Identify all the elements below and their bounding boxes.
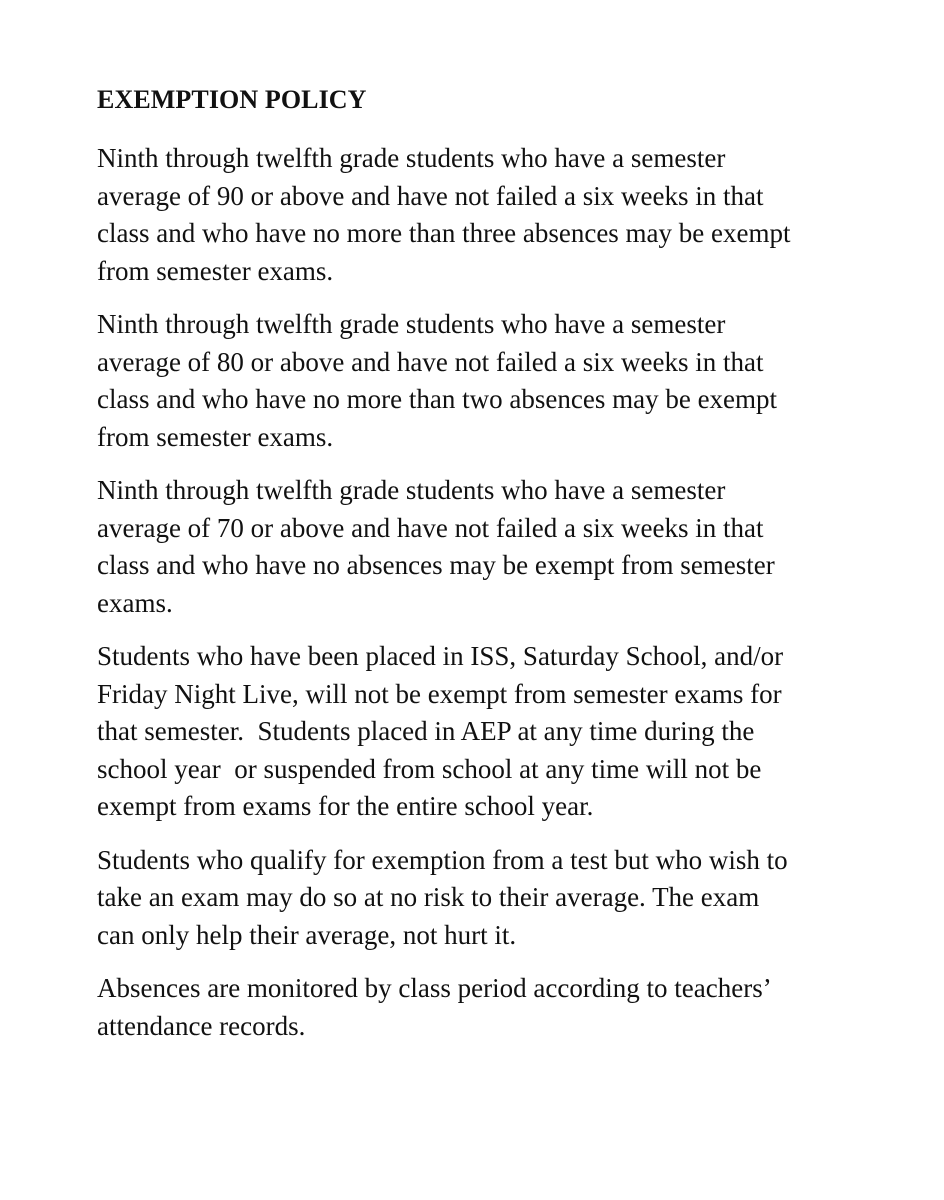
paragraph-70-average [97,472,857,622]
paragraph-line: Ninth through twelfth grade students who have a semester [97,143,726,173]
paragraph-line: Ninth through twelfth grade students who have a semester [97,475,726,505]
paragraph-line: average of 90 or above and have not failed a six weeks in that [97,180,764,211]
paragraph-optional-exam [97,842,857,955]
paragraph-line: from semester exams. [97,421,334,452]
paragraph-line: average of 70 or above and have not failed a six weeks in that [97,512,764,543]
paragraph-line: average of 80 or above and have not failed a six weeks in that [97,346,764,377]
paragraph-line: that semester. Students placed in AEP at any time during the [97,716,755,746]
paragraph-line: Absences are monitored by class period according to teachers’ [97,973,772,1003]
paragraph-disciplinary-exclusions [97,638,857,826]
paragraph-line: Students who have been placed in ISS, Saturday School, and/or [97,641,784,671]
paragraph-line: can only help their average, not hurt it. [97,919,517,950]
paragraph-absence-monitoring [97,970,857,1045]
paragraph-line: school year or suspended from school at any time will not be [97,753,762,784]
paragraph-line: class and who have no more than three absences may be exempt [97,218,791,248]
paragraph-line: from semester exams. [97,255,334,286]
document-page [97,84,857,1061]
paragraph-line: Friday Night Live, will not be exempt from semester exams for [97,678,782,709]
paragraph-line: exempt from exams for the entire school year. [97,791,594,821]
paragraph-line: take an exam may do so at no risk to their average. The exam [97,882,760,912]
document-title: EXEMPTION POLICY [97,85,367,114]
paragraph-80-average [97,306,857,456]
paragraph-line: Ninth through twelfth grade students who have a semester [97,309,726,339]
paragraph-line: exams. [97,587,173,618]
paragraph-line: Students who qualify for exemption from a test but who wish to [97,844,788,875]
paragraph-line: class and who have no more than two absences may be exempt [97,384,778,414]
paragraph-line: class and who have no absences may be exempt from semester [97,550,775,580]
paragraph-90-average [97,140,857,290]
paragraph-line: attendance records. [97,1010,306,1041]
